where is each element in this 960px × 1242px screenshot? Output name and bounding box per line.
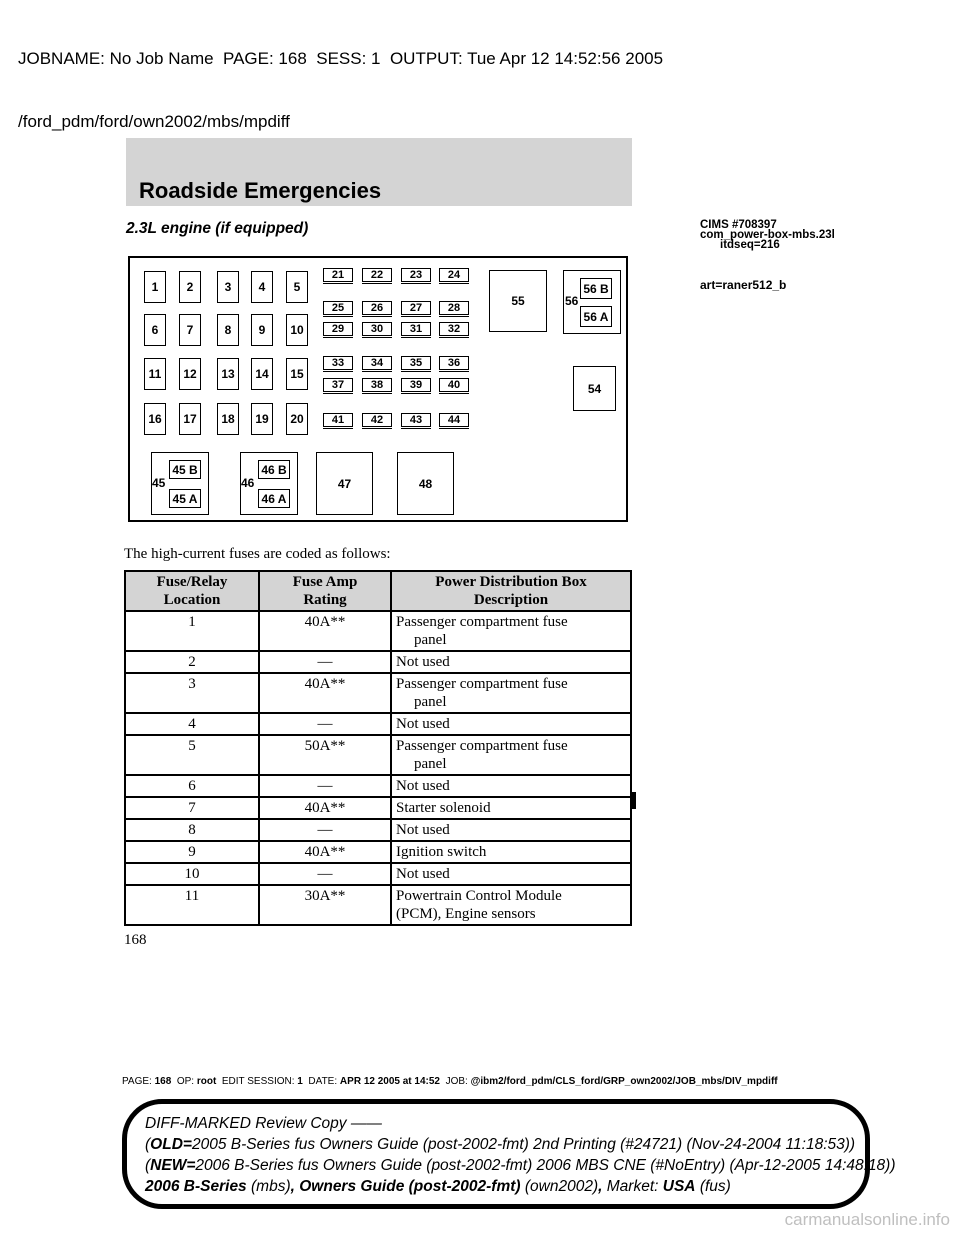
fuse-cell: 38 bbox=[362, 378, 392, 392]
review-line-1: DIFF-MARKED Review Copy —— bbox=[145, 1115, 382, 1132]
fuse-cell: 25 bbox=[323, 301, 353, 315]
fuse-cell: 1 bbox=[144, 271, 166, 303]
page-number: 168 bbox=[124, 932, 147, 948]
job-header bbox=[18, 6, 663, 153]
fuse-cell: 40 bbox=[439, 378, 469, 392]
group-label: 45 bbox=[152, 476, 166, 490]
cell-amp: 40A** bbox=[259, 797, 391, 819]
cell-amp: 40A** bbox=[259, 673, 391, 713]
cims-line-2: com_power-box-mbs.23l bbox=[700, 229, 835, 241]
cell-description: Passenger compartment fuse panel bbox=[391, 735, 631, 775]
fuse-cell: 44 bbox=[439, 413, 469, 427]
cims-line-1: CIMS #708397 bbox=[700, 219, 777, 231]
diff-change-bar bbox=[630, 792, 636, 809]
table-row bbox=[125, 775, 631, 797]
cell-location: 8 bbox=[125, 819, 259, 841]
section-title: Roadside Emergencies bbox=[139, 178, 382, 203]
cell-description: Not used bbox=[391, 651, 631, 673]
site-watermark: carmanualsonline.info bbox=[784, 1210, 950, 1229]
cell-amp: — bbox=[259, 651, 391, 673]
fuse-box-diagram bbox=[128, 256, 628, 522]
fuse-cell: 26 bbox=[362, 301, 392, 315]
cell-amp: 40A** bbox=[259, 841, 391, 863]
table-row bbox=[125, 797, 631, 819]
cell-description: Not used bbox=[391, 775, 631, 797]
fuse-cell: 36 bbox=[439, 356, 469, 370]
table-row bbox=[125, 713, 631, 735]
fuse-cell: 43 bbox=[401, 413, 431, 427]
cims-line-3: itdseq=216 bbox=[720, 239, 780, 251]
column-header: Power Distribution Box Description bbox=[391, 571, 631, 611]
fuse-cell: 18 bbox=[217, 403, 239, 435]
table-row bbox=[125, 651, 631, 673]
relay-cell: 47 bbox=[316, 452, 373, 515]
engine-heading: 2.3L engine (if equipped) bbox=[126, 220, 309, 237]
fuse-cell: 29 bbox=[323, 322, 353, 336]
column-header: Fuse Amp Rating bbox=[259, 571, 391, 611]
review-line-meta: 2006 B-Series (mbs), Owners Guide (post-2002-fmt) (own2002), Market: USA (fus) bbox=[145, 1178, 731, 1195]
fuse-cell: 16 bbox=[144, 403, 166, 435]
fuse-cell: 15 bbox=[286, 358, 308, 390]
relay-cell: 45 A bbox=[169, 489, 201, 508]
intro-text: The high-current fuses are coded as follows: bbox=[124, 546, 391, 562]
cell-amp: — bbox=[259, 775, 391, 797]
cell-description: Not used bbox=[391, 819, 631, 841]
cell-amp: 50A** bbox=[259, 735, 391, 775]
table-row bbox=[125, 819, 631, 841]
fuse-cell: 27 bbox=[401, 301, 431, 315]
column-header: Fuse/Relay Location bbox=[125, 571, 259, 611]
cell-location: 9 bbox=[125, 841, 259, 863]
cell-location: 2 bbox=[125, 651, 259, 673]
cell-location: 5 bbox=[125, 735, 259, 775]
fuse-cell: 20 bbox=[286, 403, 308, 435]
fuse-cell: 32 bbox=[439, 322, 469, 336]
table-row bbox=[125, 841, 631, 863]
fuse-cell: 3 bbox=[217, 271, 239, 303]
cell-description: Passenger compartment fuse panel bbox=[391, 673, 631, 713]
job-header-line: JOBNAME: No Job Name PAGE: 168 SESS: 1 OUTPUT: Tue Apr 12 14:52:56 2005 bbox=[18, 49, 664, 68]
fuse-table bbox=[124, 570, 632, 926]
fuse-cell: 2 bbox=[179, 271, 201, 303]
cims-reference bbox=[700, 220, 835, 250]
relay-cell: 48 bbox=[397, 452, 454, 515]
fuse-cell: 33 bbox=[323, 356, 353, 370]
job-path-line: /ford_pdm/ford/own2002/mbs/mpdiff bbox=[18, 112, 290, 131]
fuse-cell: 10 bbox=[286, 314, 308, 346]
cell-location: 1 bbox=[125, 611, 259, 651]
fuse-cell: 8 bbox=[217, 314, 239, 346]
edit-session-footer: PAGE: 168 OP: root EDIT SESSION: 1 DATE: APR 12 2005 at 14:52 JOB: @ibm2/ford_pdm/CLS_ford/GRP_own2002/JOB_mbs/DIV_mpdiff bbox=[122, 1076, 778, 1087]
fuse-cell: 14 bbox=[251, 358, 273, 390]
cell-amp: 30A** bbox=[259, 885, 391, 925]
fuse-cell: 19 bbox=[251, 403, 273, 435]
fuse-cell: 34 bbox=[362, 356, 392, 370]
cell-location: 4 bbox=[125, 713, 259, 735]
fuse-cell: 30 bbox=[362, 322, 392, 336]
table-header-row bbox=[125, 571, 631, 611]
fuse-cell: 31 bbox=[401, 322, 431, 336]
relay-cell: 56 B bbox=[580, 278, 612, 299]
cell-location: 7 bbox=[125, 797, 259, 819]
table-row bbox=[125, 735, 631, 775]
cell-location: 6 bbox=[125, 775, 259, 797]
relay-cell: 45 B bbox=[169, 460, 201, 479]
relay-cell: 46 A bbox=[258, 489, 290, 508]
cell-description: Ignition switch bbox=[391, 841, 631, 863]
fuse-cell: 9 bbox=[251, 314, 273, 346]
relay-cell: 55 bbox=[489, 270, 547, 332]
fuse-cell: 11 bbox=[144, 358, 166, 390]
fuse-cell: 5 bbox=[286, 271, 308, 303]
cell-description: Passenger compartment fuse panel bbox=[391, 611, 631, 651]
review-line-new: (NEW=2006 B-Series fus Owners Guide (post-2002-fmt) 2006 MBS CNE (#NoEntry) (Apr-12-2005 14:48:18)) bbox=[145, 1157, 896, 1174]
fuse-cell: 7 bbox=[179, 314, 201, 346]
table-row bbox=[125, 673, 631, 713]
cell-location: 11 bbox=[125, 885, 259, 925]
fuse-cell: 28 bbox=[439, 301, 469, 315]
review-copy-text bbox=[145, 1113, 896, 1197]
relay-cell: 56 A bbox=[580, 306, 612, 327]
fuse-cell: 37 bbox=[323, 378, 353, 392]
cell-location: 3 bbox=[125, 673, 259, 713]
group-label: 46 bbox=[241, 476, 255, 490]
relay-cell: 54 bbox=[573, 366, 616, 411]
cell-description: Starter solenoid bbox=[391, 797, 631, 819]
relay-cell: 46 B bbox=[258, 460, 290, 479]
fuse-cell: 42 bbox=[362, 413, 392, 427]
cell-description: Powertrain Control Module (PCM), Engine sensors bbox=[391, 885, 631, 925]
cell-amp: — bbox=[259, 819, 391, 841]
fuse-cell: 23 bbox=[401, 268, 431, 282]
fuse-cell: 39 bbox=[401, 378, 431, 392]
fuse-cell: 13 bbox=[217, 358, 239, 390]
cell-amp: 40A** bbox=[259, 611, 391, 651]
fuse-cell: 21 bbox=[323, 268, 353, 282]
fuse-cell: 35 bbox=[401, 356, 431, 370]
fuse-cell: 17 bbox=[179, 403, 201, 435]
fuse-cell: 24 bbox=[439, 268, 469, 282]
cell-location: 10 bbox=[125, 863, 259, 885]
table-row bbox=[125, 611, 631, 651]
group-label: 56 bbox=[565, 294, 579, 308]
table-row bbox=[125, 863, 631, 885]
fuse-cell: 4 bbox=[251, 271, 273, 303]
cell-description: Not used bbox=[391, 713, 631, 735]
table-row bbox=[125, 885, 631, 925]
cell-amp: — bbox=[259, 863, 391, 885]
fuse-cell: 22 bbox=[362, 268, 392, 282]
fuse-cell: 12 bbox=[179, 358, 201, 390]
cell-amp: — bbox=[259, 713, 391, 735]
fuse-cell: 6 bbox=[144, 314, 166, 346]
review-line-old: (OLD=2005 B-Series fus Owners Guide (post-2002-fmt) 2nd Printing (#24721) (Nov-24-2004 11:18:53)) bbox=[145, 1136, 856, 1153]
art-reference: art=raner512_b bbox=[700, 278, 787, 292]
cell-description: Not used bbox=[391, 863, 631, 885]
fuse-cell: 41 bbox=[323, 413, 353, 427]
